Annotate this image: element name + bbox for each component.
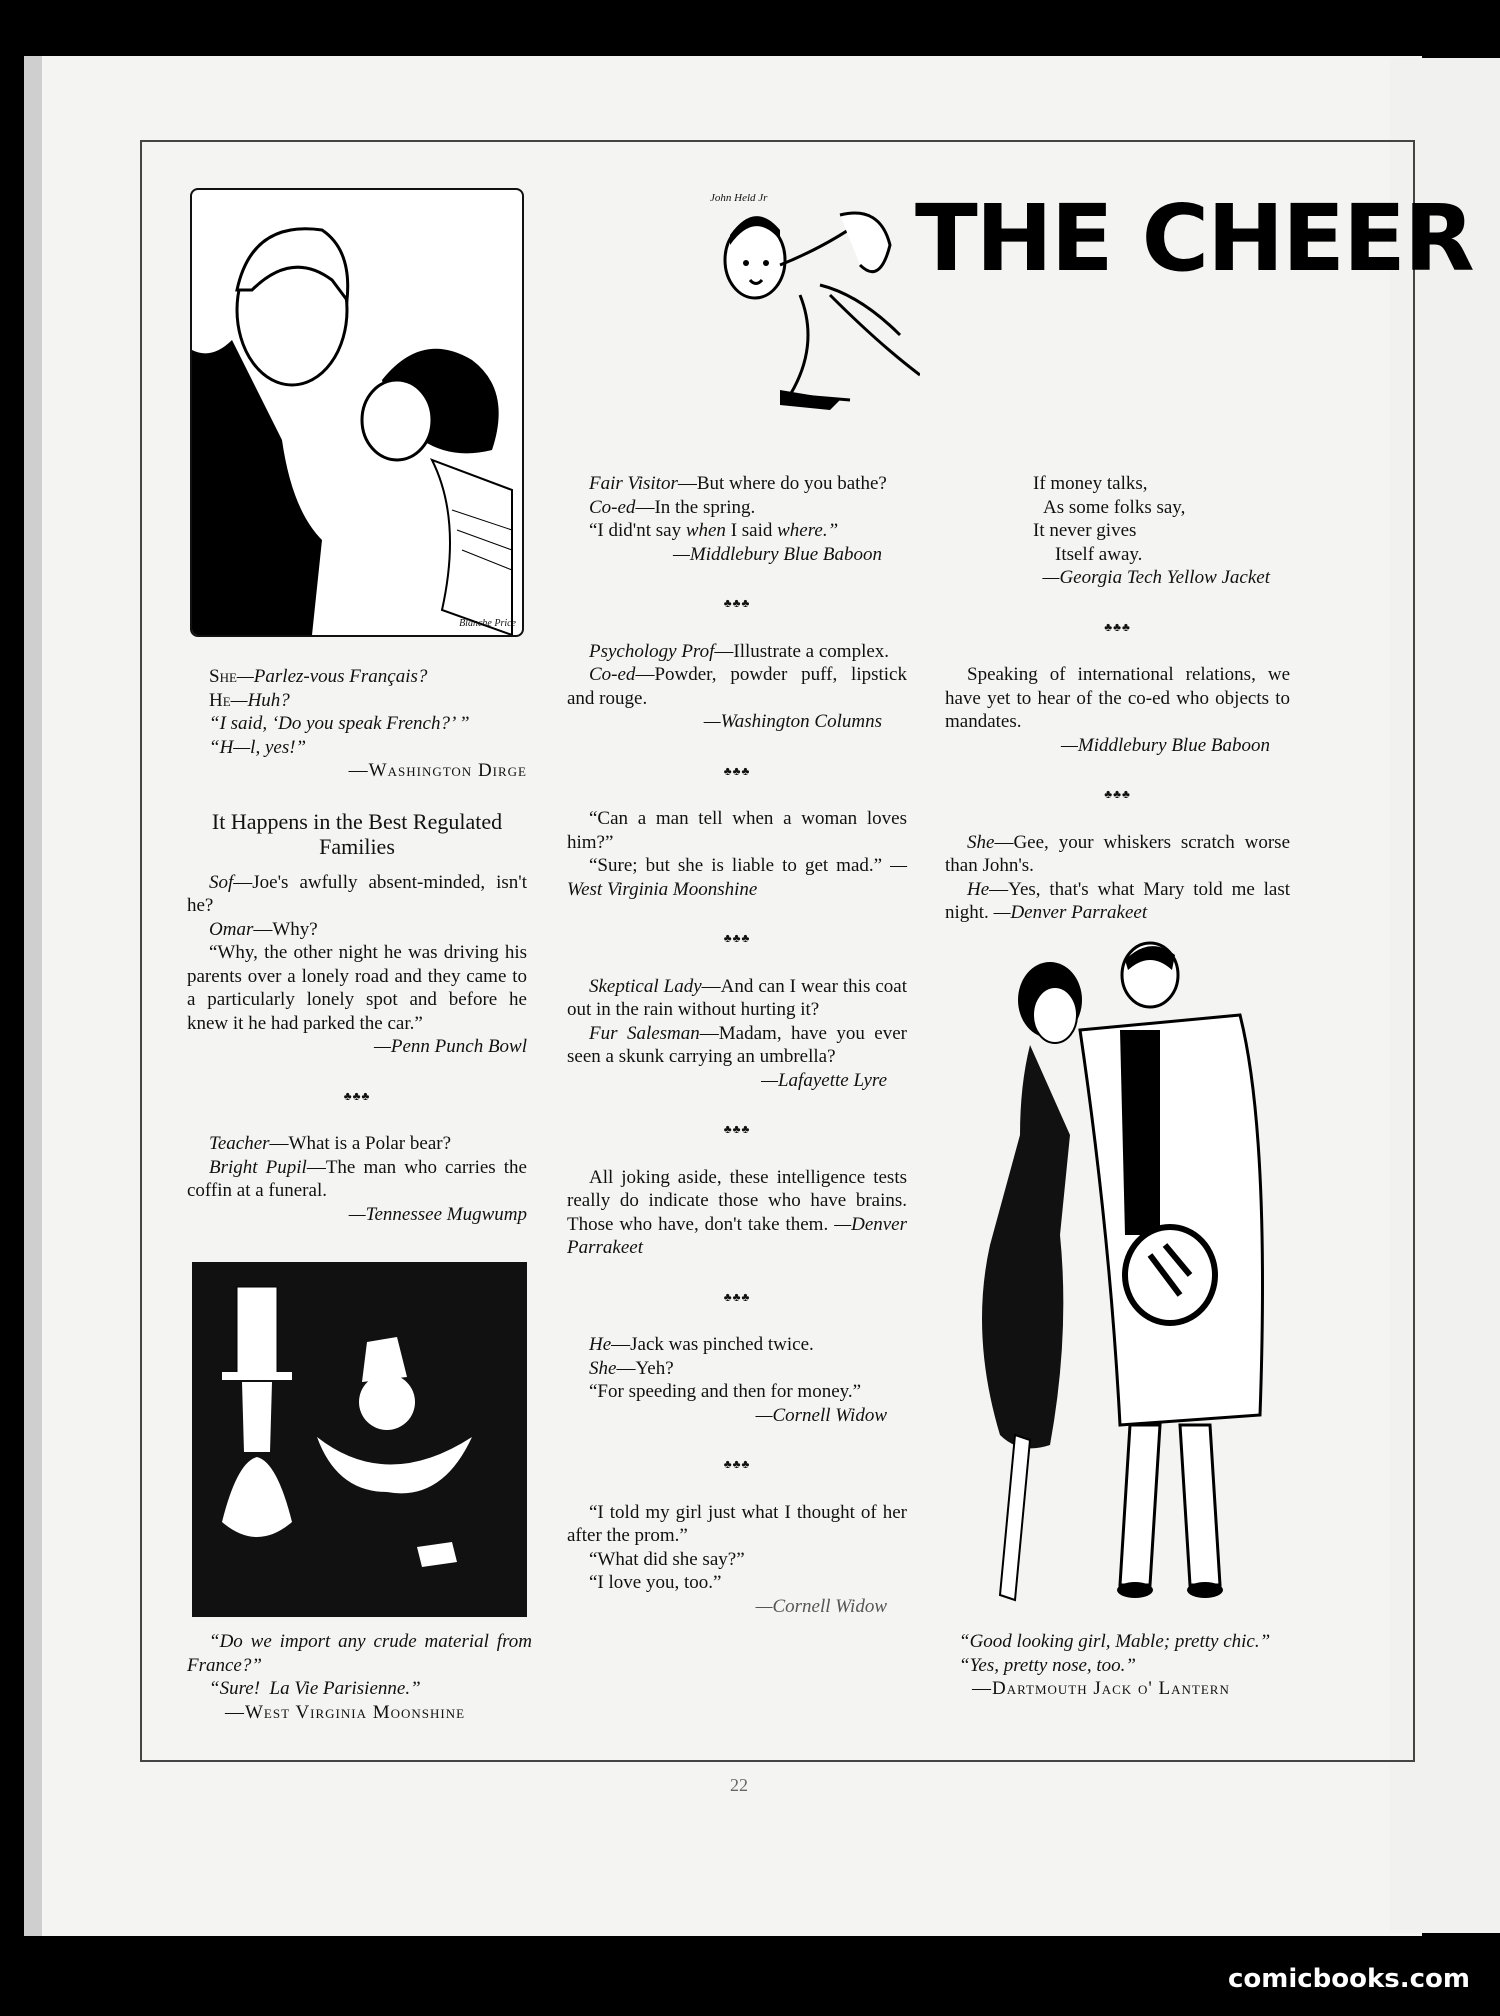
poem-line: Itself away. bbox=[1055, 543, 1143, 565]
joke-line: “I said, ‘Do you speak French?’ ” bbox=[209, 713, 470, 734]
speaker: Fur Salesman bbox=[589, 1022, 700, 1044]
joke-source: —Middlebury Blue Baboon bbox=[1061, 734, 1270, 756]
joke-source: —Lafayette Lyre bbox=[761, 1069, 887, 1091]
joke-line: —Huh? bbox=[230, 689, 290, 711]
joke-line: Speaking of international relations, we have yet to hear of the co-ed who objects to mandates. bbox=[945, 664, 1290, 732]
joke-skeptical-lady bbox=[567, 975, 907, 1093]
joke-line: —In the spring. bbox=[635, 496, 756, 518]
column-middle bbox=[567, 472, 907, 1618]
joke-line: —And can I wear this coat out in the rain without hurting it? bbox=[567, 975, 907, 1020]
joke-line: —Gee, your whiskers scratch worse than John's. bbox=[945, 831, 1290, 876]
joke-source: —Washington Columns bbox=[703, 711, 882, 732]
joke-source: —Penn Punch Bowl bbox=[373, 1036, 527, 1057]
speaker: He bbox=[967, 878, 990, 900]
poem-money-talks bbox=[945, 472, 1290, 590]
joke-line: —Illustrate a complex. bbox=[714, 640, 890, 662]
caption-left bbox=[187, 1630, 532, 1724]
caption-line: La Vie Parisienne.” bbox=[269, 1678, 421, 1699]
joke-line: “For speeding and then for money.” bbox=[589, 1381, 862, 1402]
speaker: Omar bbox=[209, 918, 254, 940]
speaker: Skeptical Lady bbox=[589, 975, 702, 997]
poem-line: If money talks, bbox=[1033, 473, 1148, 494]
joke-line: —Jack was pinched twice. bbox=[611, 1334, 814, 1355]
joke-line: All joking aside, these intelligence tests really do indicate those who have brains. Those who have, don't take them. bbox=[567, 1166, 907, 1235]
poem-line: It never gives bbox=[1033, 520, 1137, 541]
page-number: 22 bbox=[730, 1775, 748, 1795]
separator-ornament: ♣♣♣ bbox=[1104, 787, 1131, 801]
joke-mandates bbox=[945, 663, 1290, 757]
section-headline: It Happens in the Best Regulated Families bbox=[211, 808, 503, 859]
figures-drawing bbox=[192, 1262, 527, 1617]
joke-jack-pinched bbox=[567, 1333, 907, 1427]
speaker: Sof bbox=[209, 871, 234, 893]
joke-line: “I love you, too.” bbox=[589, 1572, 722, 1593]
caption-line: “Good looking girl, Mable; pretty chic.” bbox=[959, 1631, 1271, 1652]
couple-drawing bbox=[192, 190, 522, 635]
speaker: Co-ed bbox=[589, 664, 636, 685]
separator-ornament: ♣♣♣ bbox=[723, 1289, 751, 1304]
speaker-he: He bbox=[209, 689, 231, 711]
joke-source: —Cornell Widow bbox=[755, 1595, 887, 1617]
magazine-logo bbox=[915, 185, 1473, 292]
logo-text: THE CHEER bbox=[915, 185, 1473, 292]
speaker: Fair Visitor bbox=[589, 473, 678, 494]
joke-line: I said bbox=[730, 520, 773, 541]
joke-line: —What is a Polar bear? bbox=[269, 1133, 452, 1154]
joke-line: —Yes, that's what Mary told me last night. bbox=[945, 878, 1290, 923]
poem-source: —Georgia Tech Yellow Jacket bbox=[1042, 567, 1270, 588]
joke-source: —West Virginia Moonshine bbox=[567, 855, 908, 900]
joke-line: where.” bbox=[777, 520, 839, 541]
joke-woman-loves bbox=[567, 807, 907, 901]
joke-intelligence-tests bbox=[567, 1166, 907, 1260]
walking-couple-illustration bbox=[960, 935, 1280, 1625]
couple-kissing-illustration bbox=[190, 188, 524, 637]
speaker: Co-ed bbox=[589, 496, 636, 518]
column-left bbox=[187, 665, 527, 1226]
joke-source: —Middlebury Blue Baboon bbox=[673, 543, 882, 565]
couple-walking-drawing bbox=[960, 935, 1280, 1625]
column-right bbox=[945, 472, 1290, 925]
separator-ornament: ♣♣♣ bbox=[723, 931, 751, 945]
separator-ornament: ♣♣♣ bbox=[723, 1122, 751, 1136]
speaker: He bbox=[589, 1334, 612, 1355]
joke-line: “H—l, yes!” bbox=[209, 736, 307, 758]
joke-line: —Powder, powder puff, lipstick and rouge. bbox=[567, 664, 907, 709]
dancing-figures-drawing bbox=[680, 185, 920, 425]
joke-line: “Sure; but she is liable to get mad.” bbox=[589, 855, 883, 876]
joke-line: “What did she say?” bbox=[589, 1548, 745, 1570]
joke-line: —Parlez-vous Français? bbox=[236, 666, 428, 687]
joke-line: “Why, the other night he was driving his parents over a lonely road and they came to a particularly lonely spot and before he knew it he had parked the car.” bbox=[187, 942, 527, 1034]
speaker: Bright Pupil bbox=[209, 1156, 307, 1178]
joke-source: —Denver Parrakeet bbox=[567, 1213, 908, 1258]
tophat-figures-illustration bbox=[192, 1262, 527, 1617]
caption-source: —West Virginia Moonshine bbox=[225, 1701, 466, 1723]
joke-polar-bear bbox=[187, 1132, 527, 1226]
joke-source: —Washington Dirge bbox=[348, 760, 527, 781]
caption-line: “Sure! bbox=[209, 1678, 261, 1699]
caption-line: “Do we import any crude material from France?” bbox=[187, 1631, 532, 1676]
caption-line: “Yes, pretty nose, too.” bbox=[959, 1654, 1137, 1676]
joke-line: —Joe's awfully absent-minded, isn't he? bbox=[187, 871, 527, 916]
joke-source: —Cornell Widow bbox=[755, 1404, 887, 1426]
joke-line: when bbox=[685, 520, 726, 541]
artist-signature: John Held Jr bbox=[710, 192, 768, 204]
joke-prom bbox=[567, 1501, 907, 1619]
poem-line: As some folks say, bbox=[1043, 496, 1186, 518]
joke-absent-minded bbox=[187, 871, 527, 1059]
site-watermark: comicbooks.com bbox=[1227, 1964, 1470, 1994]
joke-line: —But where do you bathe? bbox=[677, 473, 887, 494]
joke-she-he-french bbox=[187, 665, 527, 783]
joke-whiskers bbox=[945, 831, 1290, 925]
joke-line: —Madam, have you ever seen a skunk carrying an umbrella? bbox=[567, 1022, 907, 1067]
separator-ornament: ♣♣♣ bbox=[1104, 619, 1131, 634]
illustrator-signature: Blanche Price bbox=[459, 618, 516, 629]
joke-source: —Denver Parrakeet bbox=[993, 902, 1148, 923]
joke-line: —The man who carries the coffin at a funeral. bbox=[187, 1156, 527, 1201]
joke-psychology-prof bbox=[567, 640, 907, 734]
joke-line: “I did'nt say bbox=[589, 520, 682, 541]
separator-ornament: ♣♣♣ bbox=[343, 1088, 371, 1103]
joke-source: —Tennessee Mugwump bbox=[348, 1203, 527, 1225]
speaker: She bbox=[967, 831, 995, 853]
speaker: Psychology Prof bbox=[589, 640, 715, 662]
joke-line: —Why? bbox=[253, 918, 318, 940]
speaker: Teacher bbox=[209, 1133, 270, 1154]
speaker: She bbox=[589, 1357, 617, 1379]
header-illustration bbox=[680, 185, 920, 425]
joke-line: “I told my girl just what I thought of her after the prom.” bbox=[567, 1501, 907, 1546]
joke-line: —Yeh? bbox=[616, 1357, 674, 1379]
caption-right bbox=[937, 1630, 1292, 1701]
joke-line: “Can a man tell when a woman loves him?” bbox=[567, 808, 907, 853]
separator-ornament: ♣♣♣ bbox=[723, 596, 751, 610]
separator-ornament: ♣♣♣ bbox=[723, 763, 751, 778]
speaker-she: She bbox=[209, 666, 237, 687]
joke-fair-visitor bbox=[567, 472, 907, 566]
caption-source: —Dartmouth Jack o' Lantern bbox=[972, 1678, 1230, 1699]
separator-ornament: ♣♣♣ bbox=[723, 1457, 751, 1471]
